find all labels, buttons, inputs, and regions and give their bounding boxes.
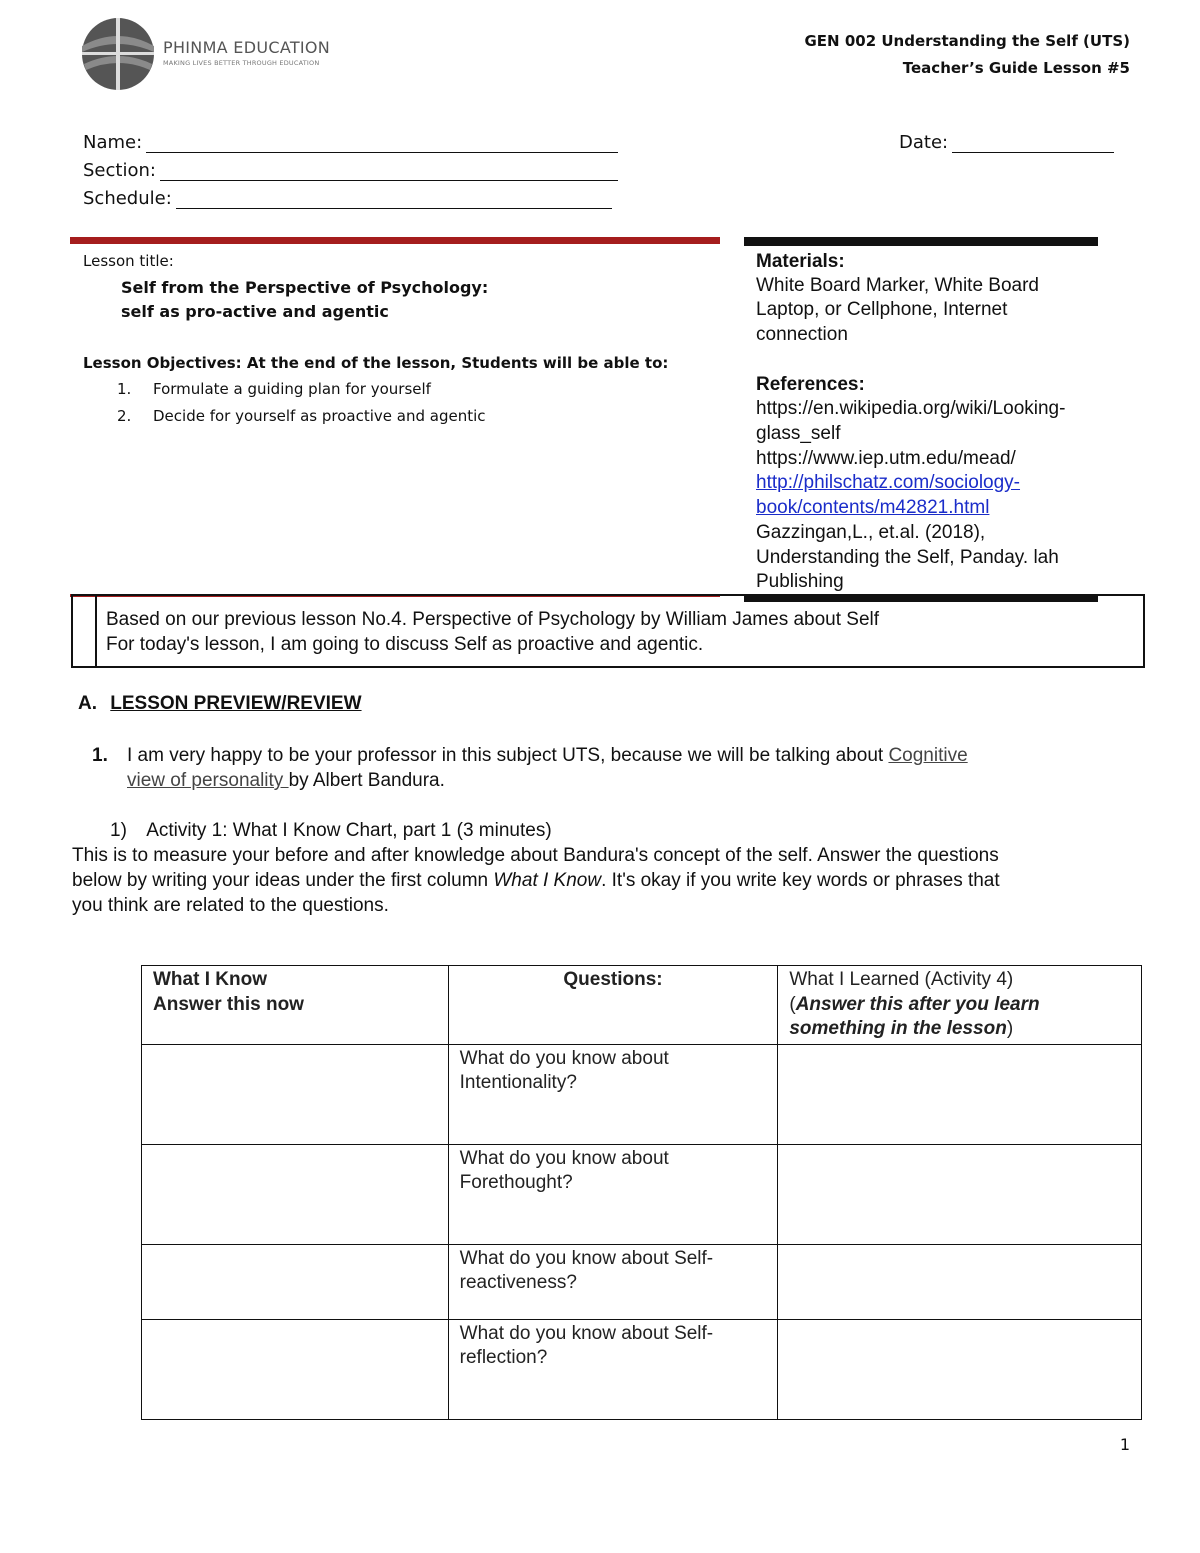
reference-link-2[interactable]: book/contents/m42821.html bbox=[756, 497, 990, 518]
header-learned-line1: What I Learned (Activity 4) bbox=[789, 969, 1014, 990]
lesson-title-line2: self as pro-active and agentic bbox=[121, 302, 389, 321]
question-cell bbox=[448, 1244, 778, 1319]
answer-cell-know[interactable] bbox=[142, 1244, 449, 1319]
section-a-heading bbox=[78, 693, 362, 715]
reference-line-3: https://www.iep.utm.edu/mead/ bbox=[756, 448, 1016, 469]
lesson-title-line1: Self from the Perspective of Psychology: bbox=[121, 278, 489, 297]
chart-header-row bbox=[142, 966, 1142, 1045]
intro-line-2: For today's lesson, I am going to discuss Self as proactive and agentic. bbox=[106, 634, 704, 655]
materials-line-1: White Board Marker, White Board bbox=[756, 275, 1039, 296]
preview-item-num: 1. bbox=[92, 745, 108, 766]
question-cell bbox=[448, 1319, 778, 1419]
objective-2-text: Decide for yourself as proactive and agentic bbox=[153, 407, 486, 425]
phinma-globe-icon bbox=[78, 16, 168, 96]
what-i-know-chart bbox=[141, 965, 1142, 1420]
brand-name: PHINMA EDUCATION bbox=[163, 38, 331, 57]
question-line2: reactiveness? bbox=[459, 1272, 577, 1293]
answer-cell-know[interactable] bbox=[142, 1144, 449, 1244]
intro-box-text bbox=[106, 607, 879, 657]
question-line2: Forethought? bbox=[459, 1172, 573, 1193]
date-label: Date: bbox=[899, 132, 949, 153]
date-field[interactable] bbox=[899, 132, 1114, 153]
question-line1: What do you know about bbox=[459, 1147, 669, 1169]
reference-line-5: Understanding the Self, Panday. lah bbox=[756, 547, 1059, 568]
objective-1-num: 1. bbox=[117, 380, 132, 398]
answer-cell-learned[interactable] bbox=[778, 1244, 1142, 1319]
references-label: References: bbox=[756, 374, 865, 395]
reference-line-2: glass_self bbox=[756, 423, 841, 444]
section-a-letter: A. bbox=[78, 693, 97, 714]
header-what-i-know-line2: Answer this now bbox=[153, 993, 304, 1015]
section-field[interactable] bbox=[83, 160, 618, 181]
question-line2: reflection? bbox=[459, 1347, 548, 1368]
cognitive-link[interactable]: Cognitive bbox=[888, 745, 968, 766]
intro-line-1: Based on our previous lesson No.4. Perspective of Psychology by William James about Self bbox=[106, 609, 880, 630]
objective-1-text: Formulate a guiding plan for yourself bbox=[153, 380, 431, 398]
table-row bbox=[142, 1144, 1142, 1244]
objective-2-num: 2. bbox=[117, 407, 132, 425]
schedule-field[interactable] bbox=[83, 188, 612, 209]
reference-link-1[interactable]: http://philschatz.com/sociology- bbox=[756, 472, 1021, 493]
question-line1: What do you know about bbox=[459, 1047, 669, 1069]
desc-2b: . It's okay if you write key words or phrases that bbox=[601, 870, 1000, 891]
section-line[interactable] bbox=[160, 162, 618, 181]
answer-cell-know[interactable] bbox=[142, 1319, 449, 1419]
answer-cell-learned[interactable] bbox=[778, 1319, 1142, 1419]
table-row bbox=[142, 1319, 1142, 1419]
answer-cell-learned[interactable] bbox=[778, 1044, 1142, 1144]
page-number: 1 bbox=[1119, 1435, 1130, 1454]
header-what-i-know-line1: What I Know bbox=[153, 969, 267, 990]
materials-line-3: connection bbox=[756, 324, 848, 345]
header-what-i-learned bbox=[778, 966, 1142, 1045]
section-a-title: LESSON PREVIEW/REVIEW bbox=[110, 693, 362, 714]
table-row bbox=[142, 1044, 1142, 1144]
materials-label: Materials: bbox=[756, 251, 845, 272]
guide-title: Teacher’s Guide Lesson #5 bbox=[902, 59, 1130, 77]
question-line1: What do you know about Self- bbox=[459, 1322, 714, 1344]
brand-tagline: MAKING LIVES BETTER THROUGH EDUCATION bbox=[163, 59, 320, 67]
personality-link[interactable]: view of personality bbox=[127, 770, 289, 791]
activity-1-heading bbox=[110, 818, 552, 843]
name-label: Name: bbox=[83, 132, 143, 153]
black-divider bbox=[744, 237, 1098, 246]
answer-cell-know[interactable] bbox=[142, 1044, 449, 1144]
answer-cell-learned[interactable] bbox=[778, 1144, 1142, 1244]
lesson-title-label: Lesson title: bbox=[83, 252, 174, 270]
name-line[interactable] bbox=[146, 134, 618, 153]
header-questions: Questions: bbox=[448, 966, 778, 1045]
activity-desc-1: This is to measure your before and after knowledge about Bandura's concept of the self. Answer the questions bbox=[72, 845, 999, 866]
desc-2a: below by writing your ideas under the first column bbox=[72, 870, 494, 891]
course-title: GEN 002 Understanding the Self (UTS) bbox=[804, 32, 1130, 50]
question-cell bbox=[448, 1044, 778, 1144]
question-cell bbox=[448, 1144, 778, 1244]
header-what-i-know bbox=[142, 966, 449, 1045]
preview-item-1-text bbox=[127, 743, 968, 768]
objective-2 bbox=[117, 407, 486, 425]
objective-1 bbox=[117, 380, 431, 398]
materials-line-2: Laptop, or Cellphone, Internet bbox=[756, 299, 1008, 320]
activity-num: 1) bbox=[110, 820, 127, 841]
reference-line-1: https://en.wikipedia.org/wiki/Looking- bbox=[756, 398, 1066, 419]
header-learned-line3: something in the lesson) bbox=[789, 1018, 1014, 1039]
objectives-label: Lesson Objectives: At the end of the lesson, Students will be able to: bbox=[83, 354, 669, 372]
date-line[interactable] bbox=[952, 134, 1114, 153]
question-line1: What do you know about Self- bbox=[459, 1247, 714, 1269]
activity-title: Activity 1: What I Know Chart, part 1 (3 minutes) bbox=[146, 820, 552, 841]
intro-box-marker bbox=[95, 596, 97, 666]
preview-item-1 bbox=[92, 743, 108, 768]
red-divider bbox=[70, 237, 720, 244]
question-line2: Intentionality? bbox=[459, 1072, 577, 1093]
preview-text-b: by Albert Bandura. bbox=[288, 770, 445, 791]
preview-text-a: I am very happy to be your professor in this subject UTS, because we will be talking about bbox=[127, 745, 889, 766]
activity-desc-3: you think are related to the questions. bbox=[72, 895, 389, 916]
preview-item-1-text-2 bbox=[127, 768, 445, 793]
activity-desc-2 bbox=[72, 868, 1000, 893]
table-row bbox=[142, 1244, 1142, 1319]
schedule-line[interactable] bbox=[176, 190, 612, 209]
schedule-label: Schedule: bbox=[83, 188, 172, 209]
reference-line-6: Publishing bbox=[756, 571, 844, 592]
reference-line-4: Gazzingan,L., et.al. (2018), bbox=[756, 522, 986, 543]
section-label: Section: bbox=[83, 160, 156, 181]
name-field[interactable] bbox=[83, 132, 618, 153]
desc-2-em: What I Know bbox=[493, 870, 602, 891]
header-learned-line2: (Answer this after you learn bbox=[789, 993, 1040, 1015]
